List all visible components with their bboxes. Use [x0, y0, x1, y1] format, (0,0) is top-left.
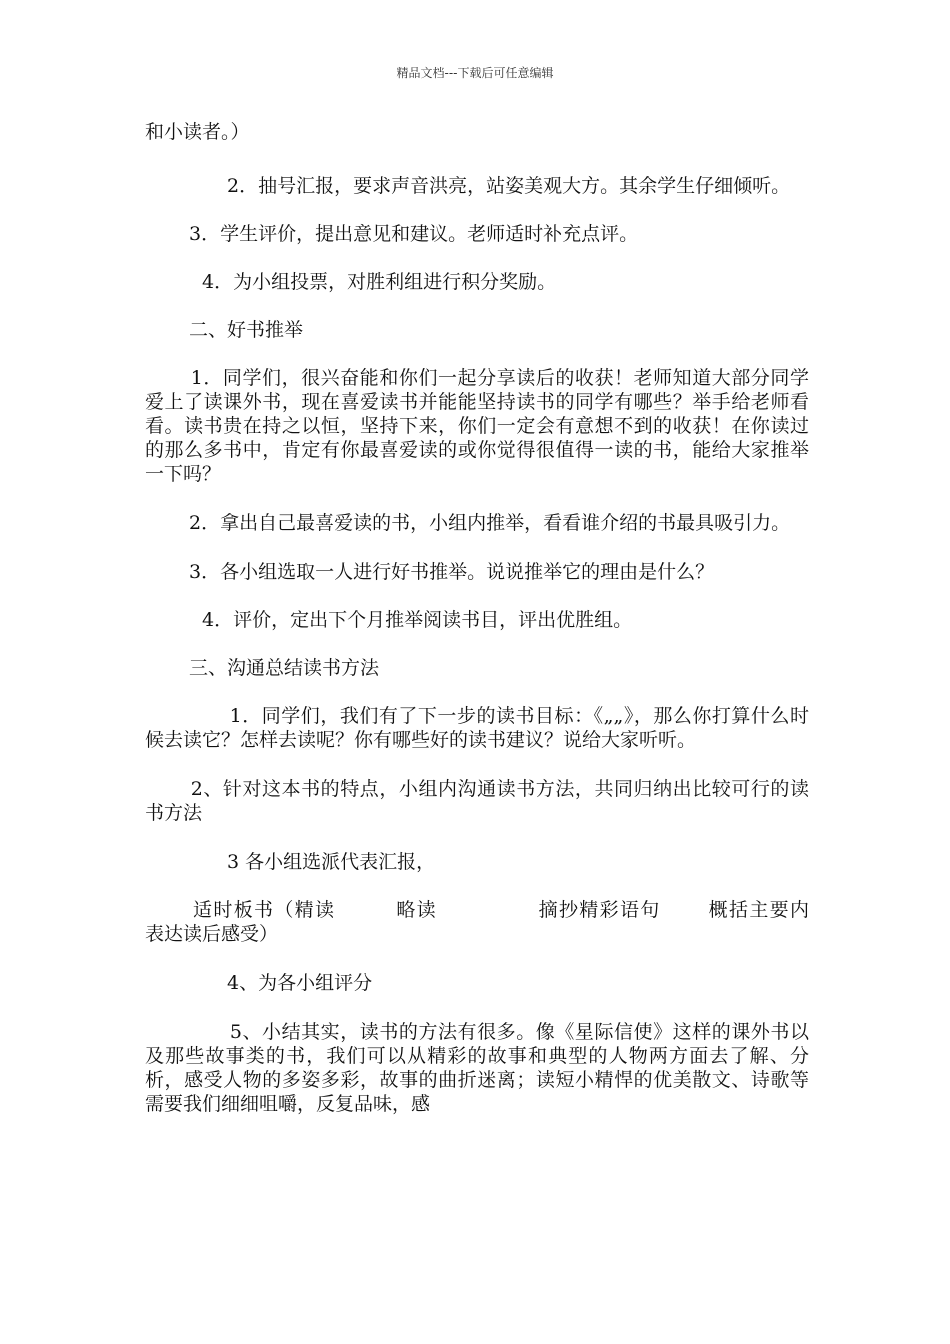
paragraph-9: 1．同学们，我们有了下一步的读书目标：《„„》，那么你打算什么时候去读它？怎样去读呢？你有哪些好的读书建议？说给大家听听。	[145, 705, 809, 751]
paragraph-4: 4．为小组投票，对胜利组进行积分奖励。	[145, 271, 557, 293]
paragraph-10: 2、针对这本书的特点，小组内沟通读书方法，共同归纳出比较可行的读书方法	[145, 778, 809, 824]
paragraph-2: 2．抽号汇报，要求声音洪亮，站姿美观大方。其余学生仔细倾听。	[145, 175, 791, 197]
paragraph-7: 3．各小组选取一人进行好书推举。说说推举它的理由是什么？	[145, 561, 715, 583]
paragraph-13: 4、为各小组评分	[145, 972, 373, 994]
paragraph-6: 2．拿出自己最喜爱读的书，小组内推举，看看谁介绍的书最具吸引力。	[145, 512, 791, 534]
paragraph-3: 3．学生评价，提出意见和建议。老师适时补充点评。	[145, 223, 639, 245]
section-heading-3: 三、沟通总结读书方法	[145, 657, 380, 679]
paragraph-12: 适时板书（精读 略读 摘抄精彩语句 概括主要内 表达读后感受）	[145, 899, 848, 945]
section-heading-2: 二、好书推举	[145, 319, 304, 341]
paragraph-11: 3 各小组选派代表汇报，	[145, 851, 436, 873]
paragraph-1: 和小读者。）	[145, 121, 250, 143]
paragraph-14: 5、小结其实，读书的方法有很多。像《星际信使》这样的课外书以及那些故事类的书，我们可以从精彩的故事和典型的人物两方面去了解、分析，感受人物的多姿多彩，故事的曲折迷离；读短小精悍的优美散文、诗歌等需要我们细细咀嚼，反复品味，感	[145, 1021, 809, 1115]
paragraph-5: 1．同学们，很兴奋能和你们一起分享读后的收获！老师知道大部分同学爱上了读课外书，现在喜爱读书并能能坚持读书的同学有哪些？举手给老师看看。读书贵在持之以恒，坚持下来，你们一定会有意想不到的收获！在你读过的那么多书中，肯定有你最喜爱读的或你觉得很值得一读的书，能给大家推举一下吗？	[145, 367, 809, 485]
page-header: 精品文档---下载后可任意编辑	[396, 66, 554, 80]
document-body	[145, 120, 848, 1116]
paragraph-8: 4．评价，定出下个月推举阅读书目，评出优胜组。	[145, 609, 633, 631]
